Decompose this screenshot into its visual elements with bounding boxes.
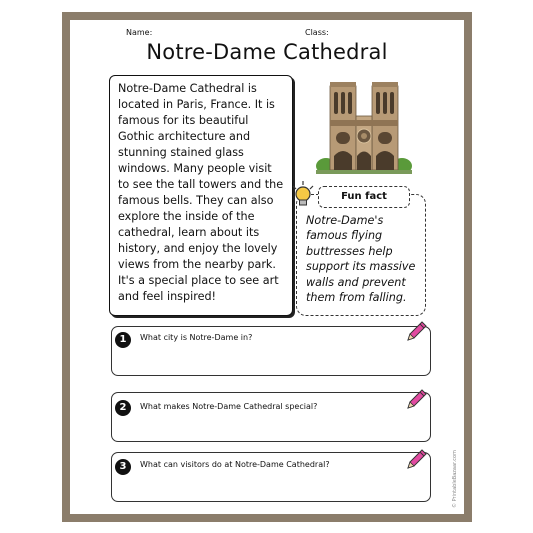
lightbulb-icon	[290, 180, 316, 210]
pencil-icon	[404, 388, 428, 412]
name-label: Name:	[126, 28, 153, 37]
question-3-number: 3	[115, 459, 131, 475]
question-1-number: 1	[115, 332, 131, 348]
page-title: Notre-Dame Cathedral	[146, 40, 388, 64]
fun-fact-text: Notre-Dame's famous flying buttresses help support its massive walls and prevent them from falling.	[306, 214, 416, 305]
question-2-text: What makes Notre-Dame Cathedral special?	[140, 402, 318, 411]
question-3-text: What can visitors do at Notre-Dame Cathedral?	[140, 460, 330, 469]
fun-fact-label: Fun fact	[318, 186, 410, 208]
class-label: Class:	[305, 28, 329, 37]
reading-passage: Notre-Dame Cathedral is located in Paris, France. It is famous for its beautiful Gothic architecture and stunning stained glass windows. Many people visit to see the tall towers and the famous bells. They can also explore the inside of the cathedral, learn about its history, and enjoy the lovely views from the nearby park. It's a special place to see art and feel inspired!	[118, 82, 284, 304]
reading-passage-box	[109, 75, 293, 316]
question-1-text: What city is Notre-Dame in?	[140, 333, 253, 342]
question-2-box[interactable]	[111, 392, 431, 442]
pencil-icon	[404, 448, 428, 472]
pencil-icon	[404, 320, 428, 344]
question-2-number: 2	[115, 400, 131, 416]
watermark: © PrintableBazaar.com	[452, 450, 458, 508]
cathedral-illustration	[316, 76, 412, 176]
